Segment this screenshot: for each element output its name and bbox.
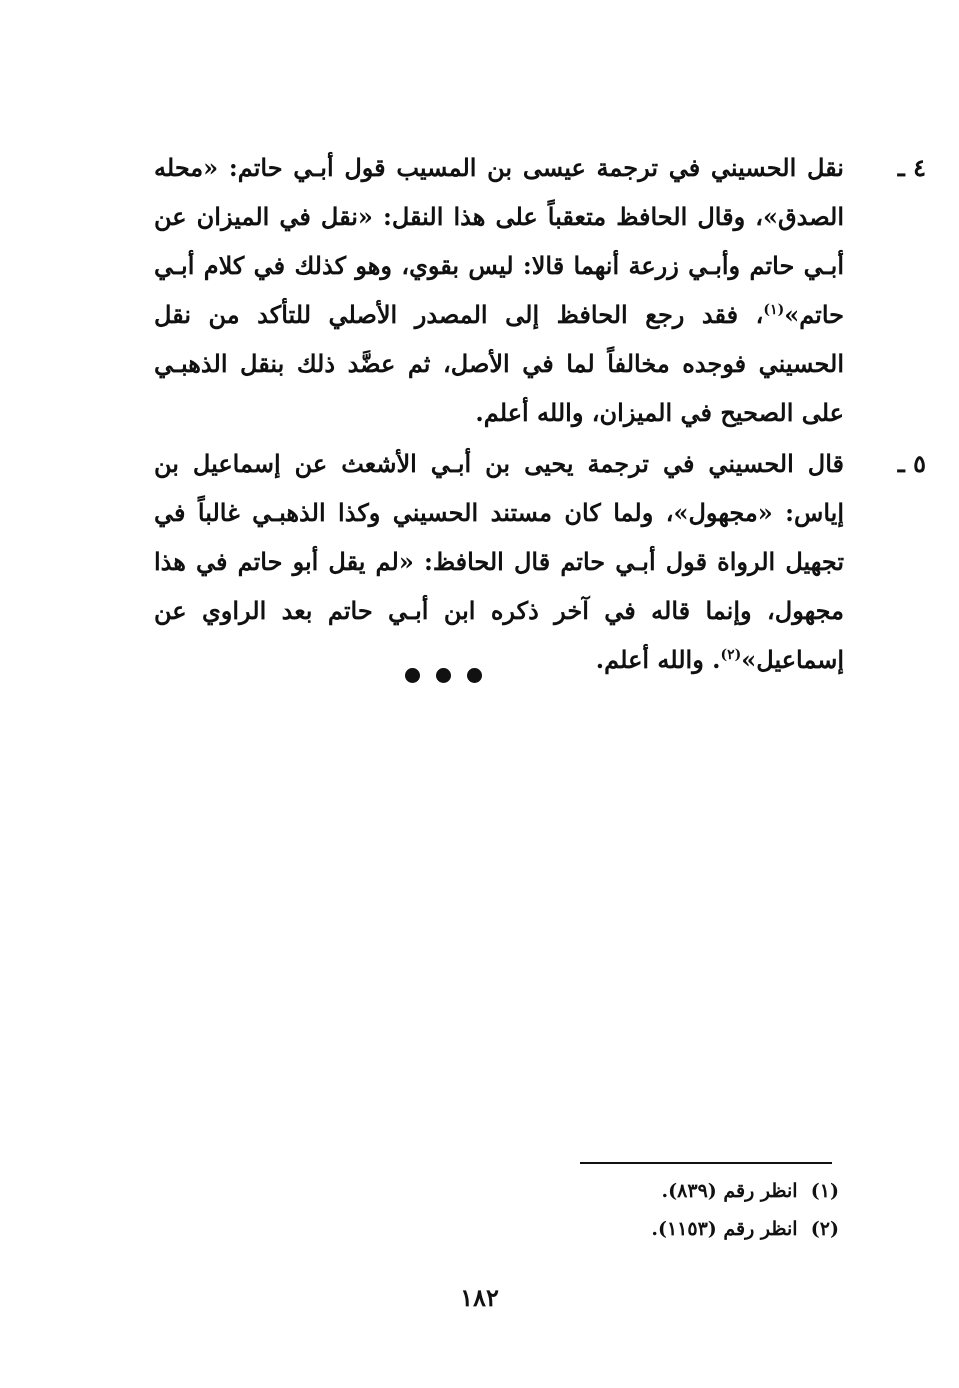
footnote-number: (٢) (810, 1218, 839, 1240)
footnote-reference[interactable]: (٢) (720, 647, 742, 663)
footnote-reference[interactable]: (١) (763, 302, 785, 318)
item-number: ٤ ـ (897, 153, 926, 182)
list-item-4 (154, 143, 926, 437)
footnote-text: انظر رقم (١١٥٣). (651, 1218, 798, 1240)
separator-dot-icon (467, 668, 482, 683)
footnote-2 (651, 1218, 839, 1240)
item-number: ٥ ـ (897, 449, 926, 478)
list-item-5 (154, 439, 926, 684)
footnote-1 (662, 1180, 839, 1202)
section-separator (405, 668, 482, 683)
item-text-continued: . والله أعلم. (595, 645, 721, 674)
footnote-text: انظر رقم (٨٣٩). (661, 1180, 798, 1202)
item-text: قال الحسيني في ترجمة يحيى بن أبـي الأشعث عن إسماعيل بن إياس: «مجهول»، ولما كان مستند الحسيني وكذا الذهبـي غالباً في تجهيل الرواة قول أبـي حاتم قال الحافظ: «لم يقل أبو حاتم في هذا مجهول، وإنما قاله في آخر ذكره ابن أبـي حاتم بعد الراوي عن إسماعيل» (154, 449, 844, 674)
item-text-continued: ، فقد رجع الحافظ إلى المصدر الأصلي للتأكد من نقل الحسيني فوجده مخالفاً لما في الأصل، ثم عضَّد ذلك بنقل الذهبـي على الصحيح في الميزان، والله أعلم. (154, 300, 844, 427)
separator-dot-icon (436, 668, 451, 683)
footnote-number: (١) (810, 1180, 839, 1202)
separator-dot-icon (405, 668, 420, 683)
page-number: ١٨٢ (460, 1283, 499, 1312)
item-text: نقل الحسيني في ترجمة عيسى بن المسيب قول أبـي حاتم: «محله الصدق»، وقال الحافظ متعقباً على هذا النقل: «نقل في الميزان عن أبـي حاتم وأبـي زرعة أنهما قالا: ليس بقوي، وهو كذلك في كلام أبـي حاتم» (154, 153, 844, 329)
footnote-divider (580, 1162, 832, 1164)
